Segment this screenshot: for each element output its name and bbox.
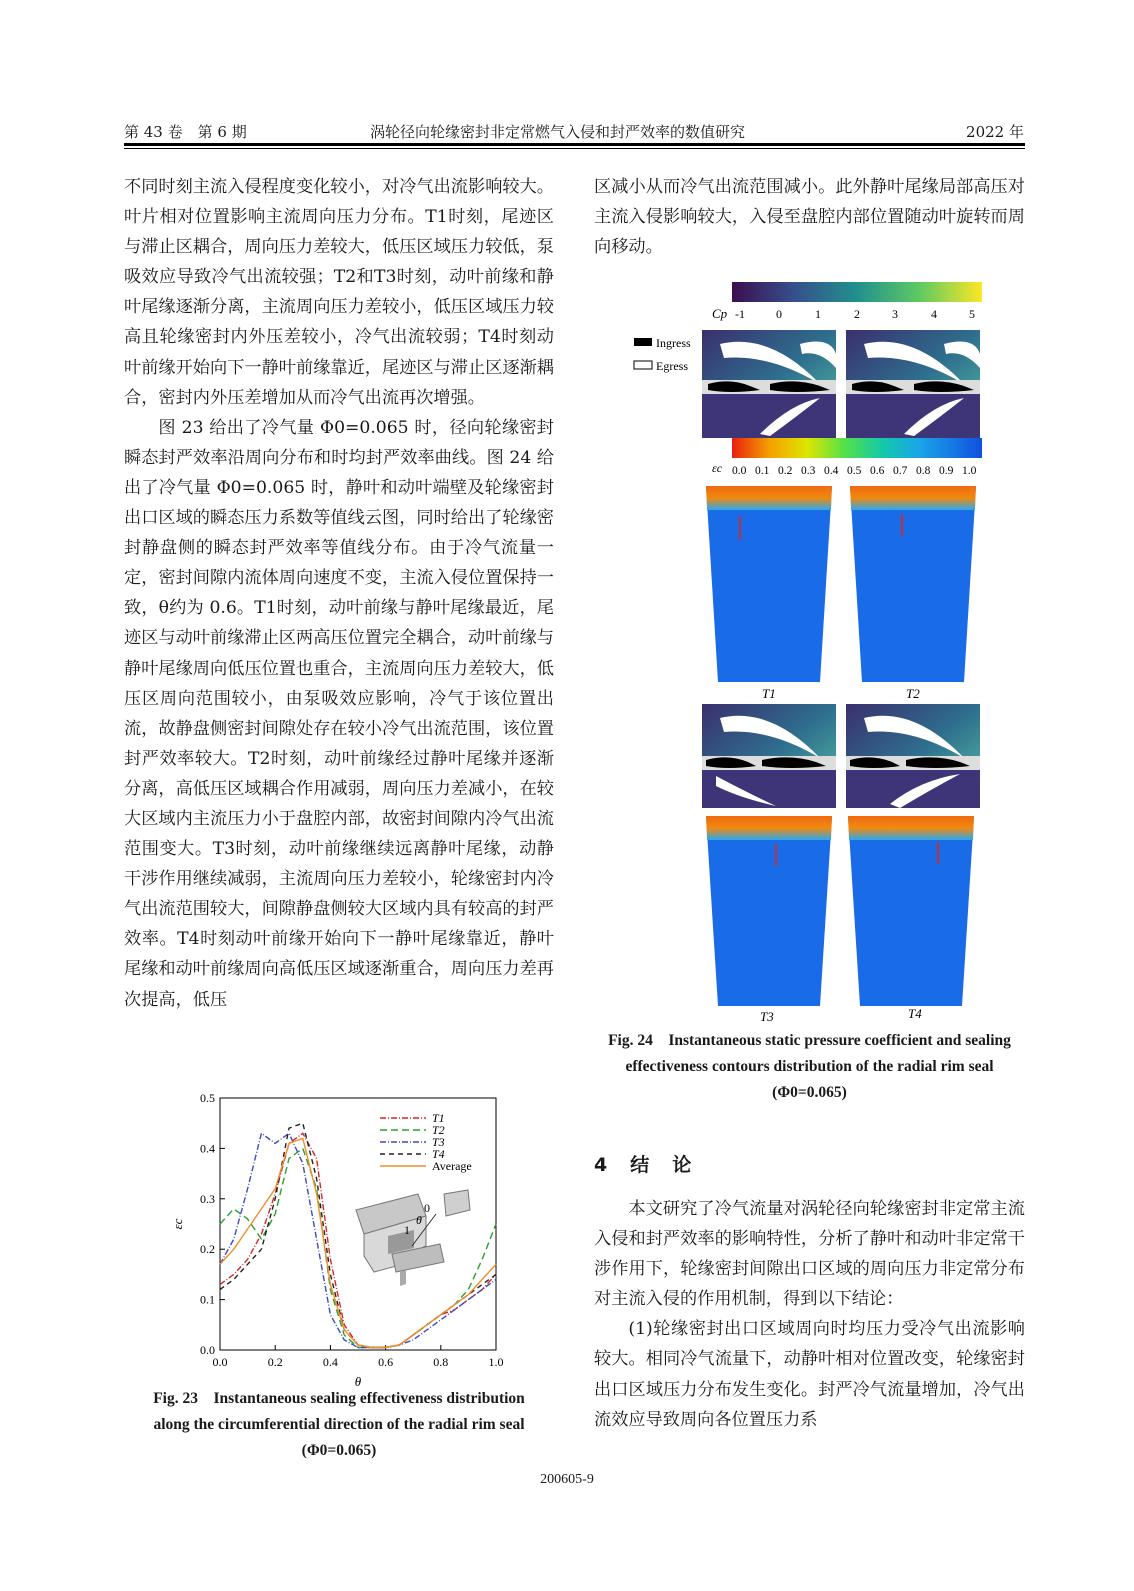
- header-rule-thick: [124, 143, 1025, 146]
- volume-issue: 第 43 卷 第 6 期: [124, 123, 247, 141]
- section-title: 结 论: [630, 1154, 694, 1176]
- figure-23-caption: [124, 1386, 554, 1464]
- y-tick-label: 0.4: [200, 1141, 215, 1156]
- section-heading: [594, 1150, 693, 1177]
- svg-text:0.2: 0.2: [778, 465, 793, 477]
- legend-label-average: Average: [432, 1159, 472, 1173]
- svg-text:1: 1: [815, 307, 821, 321]
- x-tick-label: 1.0: [488, 1355, 504, 1369]
- panel-label-t1: T1: [762, 686, 776, 701]
- cp-panel-t4: [846, 704, 980, 808]
- svg-text:0.1: 0.1: [755, 465, 770, 477]
- y-tick-label: 0.2: [200, 1242, 215, 1257]
- figure-23-caption-line3: (Φ0=0.065): [301, 1442, 377, 1459]
- svg-text:0.9: 0.9: [939, 465, 954, 477]
- figure-23-caption-line1: Fig. 23 Instantaneous sealing effectiveness distribution: [153, 1390, 525, 1407]
- figure-24-caption-line1: Fig. 24 Instantaneous static pressure coefficient and sealing: [608, 1032, 1011, 1049]
- x-tick-label: 0.8: [433, 1355, 449, 1369]
- figure-24-caption-line3: (Φ0=0.065): [772, 1084, 847, 1101]
- svg-text:0.7: 0.7: [893, 465, 908, 477]
- seal-panel-t1: [706, 486, 832, 682]
- eps-label: εc: [712, 461, 723, 475]
- svg-text:5: 5: [969, 307, 975, 321]
- right-column-top: [594, 172, 1025, 262]
- legend-label-t4: T4: [432, 1147, 445, 1161]
- seal-panel-t4: [848, 816, 974, 1006]
- legend-egress: Egress: [656, 359, 688, 373]
- paragraph-5: (1)轮缘密封出口区域周向时均压力受冷气出流影响较大。相同冷气流量下，动静叶相对位置改变，轮缘密封出口区域压力分布发生变化。封严冷气流量增加，冷气出流效应导致周向各位置压力系: [594, 1319, 1025, 1430]
- cp-panel-t3: [702, 704, 836, 808]
- page-number: 200605-9: [540, 1472, 594, 1487]
- chart-legend: [380, 1111, 472, 1173]
- svg-text:1.0: 1.0: [962, 465, 977, 477]
- legend-label-t2: T2: [432, 1123, 445, 1137]
- y-tick-label: 0.0: [200, 1343, 215, 1357]
- inset-zero-label: 0: [424, 1201, 430, 1215]
- y-tick-label: 0.3: [200, 1191, 215, 1206]
- ingress-swatch: [634, 338, 652, 346]
- left-column: [124, 172, 554, 1015]
- svg-text:0.5: 0.5: [847, 465, 862, 477]
- paragraph-3: 区减小从而冷气出流范围减小。此外静叶尾缘局部高压对主流入侵影响较大，入侵至盘腔内部位置随动叶旋转而周向移动。: [594, 177, 1025, 258]
- figure-24-caption: [594, 1028, 1025, 1106]
- svg-text:3: 3: [892, 307, 898, 321]
- y-axis-label: εc: [170, 1218, 185, 1230]
- cp-ticks: [735, 307, 975, 321]
- panel-label-t3: T3: [760, 1009, 774, 1024]
- figure-23-chart: [168, 1086, 518, 1386]
- svg-text:0.0: 0.0: [732, 465, 747, 477]
- x-tick-label: 0.4: [322, 1355, 338, 1369]
- svg-text:0.4: 0.4: [824, 465, 839, 477]
- svg-text:0.8: 0.8: [916, 465, 931, 477]
- running-header: [124, 118, 1024, 144]
- figure-23-caption-line2: along the circumferential direction of the radial rim seal: [153, 1416, 525, 1433]
- legend-label-t1: T1: [432, 1111, 445, 1125]
- cp-panel-t1: [702, 330, 836, 438]
- figure-24-contours: [620, 274, 1000, 1026]
- legend-label-t3: T3: [432, 1135, 445, 1149]
- svg-text:0.6: 0.6: [870, 465, 885, 477]
- header-rule-thin: [124, 148, 1025, 149]
- x-tick-label: 0.0: [212, 1355, 228, 1369]
- paragraph-1: 不同时刻主流入侵程度变化较小，对冷气出流影响较大。叶片相对位置影响主流周向压力分布。T1时刻，尾迹区与滞止区耦合，周向压力差较大，低压区域压力较低，泵吸效应导致冷气出流较强；T2和T3时刻，动叶前缘和静叶尾缘逐渐分离，主流周向压力差较小，低压区域压力较高且轮缘密封内外压差较小，冷气出流较弱；T4时刻动叶前缘开始向下一静叶前缘靠近，尾迹区与滞止区逐渐耦合，密封内外压差增加从而冷气出流再次增强。: [124, 177, 554, 408]
- paragraph-4: 本文研究了冷气流量对涡轮径向轮缘密封非定常主流入侵和封严效率的影响特性，分析了静叶和动叶非定常干涉作用下，轮缘密封间隙出口区域的周向压力非定常分布对主流入侵的作用机制，得到以下结论：: [594, 1199, 1025, 1310]
- eps-ticks: [732, 465, 977, 477]
- seal-panel-t3: [706, 816, 832, 1006]
- svg-text:-1: -1: [735, 307, 745, 321]
- x-tick-label: 0.2: [267, 1355, 283, 1369]
- y-tick-label: 0.1: [200, 1292, 215, 1307]
- right-column-bottom: [594, 1194, 1025, 1435]
- inset-one-label: 1: [404, 1223, 410, 1237]
- svg-text:4: 4: [931, 307, 937, 321]
- cp-label: Cp: [712, 306, 728, 321]
- seal-geometry-inset: [356, 1190, 470, 1286]
- panel-label-t4: T4: [908, 1006, 922, 1021]
- paragraph-2: 图 23 给出了冷气量 Φ0=0.065 时，径向轮缘密封瞬态封严效率沿周向分布和时均封严效率曲线。图 24 给出了冷气量 Φ0=0.065 时，静叶和动叶端壁及轮缘密封出口区域的瞬态压力系数等值线云图，同时给出了轮缘密封静盘侧的瞬态封严效率等值线分布。由于冷气流量一定，密封间隙内流体周向速度不变，主流入侵位置保持一致，θ约为 0.6。T1时刻，动叶前缘与静叶尾缘最近，尾迹区与动叶前缘滞止区两高压位置完全耦合，动叶前缘与静叶尾缘周向低压位置也重合，主流周向压力差较大，低压区周向范围较小，由泵吸效应影响，冷气于该位置出流，故静盘侧密封间隙处存在较小冷气出流范围，该位置封严效率较大。T2时刻，动叶前缘经过静叶尾缘并逐渐分离，高低压区域耦合作用减弱，周向压力差减小，在较大区域内主流压力小于盘腔内部，故密封间隙内冷气出流范围变大。T3时刻，动叶前缘继续远离静叶尾缘，动静干涉作用继续减弱，主流周向压力差较小，轮缘密封内冷气出流范围较大，间隙静盘侧较大区域内具有较高的封严效率。T4时刻动叶前缘开始向下一静叶尾缘靠近，静叶尾缘和动叶前缘周向高低压区域逐渐重合，周向压力差再次提高，低压: [124, 417, 554, 1010]
- journal-article-title: 涡轮径向轮缘密封非定常燃气入侵和封严效率的数值研究: [370, 123, 746, 141]
- x-tick-label: 0.6: [378, 1355, 394, 1369]
- svg-text:2: 2: [854, 307, 860, 321]
- series-line-t2: [220, 1148, 496, 1347]
- seal-panel-t2: [850, 486, 976, 682]
- panel-label-t2: T2: [906, 686, 920, 701]
- figure-24-caption-line2: effectiveness contours distribution of the radial rim seal: [625, 1058, 994, 1075]
- y-tick-label: 0.5: [200, 1091, 215, 1105]
- inset-theta-label: θ: [416, 1213, 422, 1227]
- series-line-t4: [220, 1123, 496, 1347]
- header-year: 2022 年: [966, 123, 1024, 141]
- egress-swatch: [634, 361, 652, 369]
- legend-ingress: Ingress: [656, 336, 691, 350]
- x-axis-label: θ: [354, 1374, 362, 1386]
- eps-colorbar: [732, 438, 982, 458]
- cp-panel-t2: [846, 330, 980, 438]
- svg-text:0.3: 0.3: [801, 465, 816, 477]
- cp-colorbar: [732, 282, 982, 302]
- svg-text:0: 0: [776, 307, 782, 321]
- section-number: 4: [594, 1154, 610, 1176]
